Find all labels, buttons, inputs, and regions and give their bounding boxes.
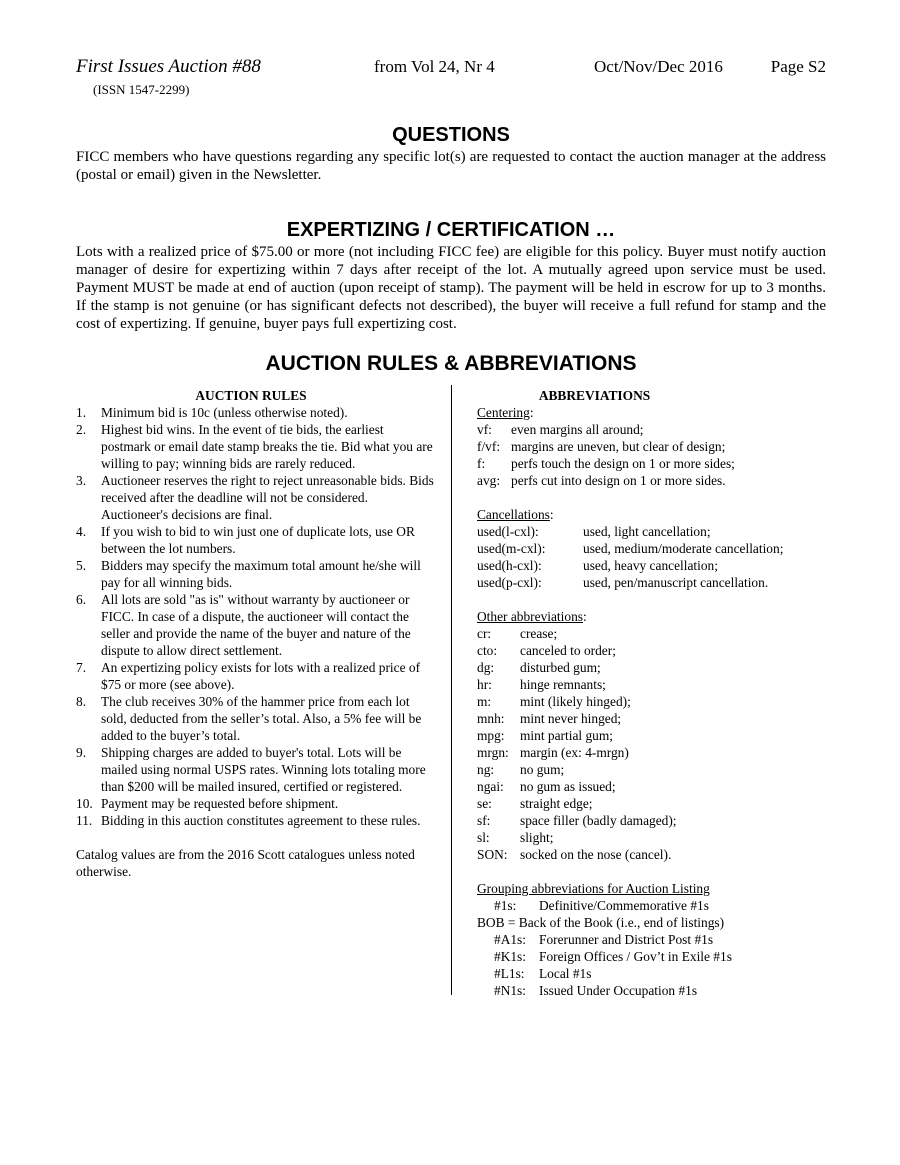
abbr-desc: straight edge; — [520, 796, 593, 811]
rule-item — [76, 523, 436, 557]
centering-colon: : — [529, 405, 534, 420]
page-header — [76, 56, 826, 82]
abbr-desc: margin (ex: 4-mrgn) — [520, 745, 629, 760]
abbr-desc: perfs touch the design on 1 or more sides; — [511, 456, 735, 471]
abbr-desc: mint (likely hinged); — [520, 694, 631, 709]
expertizing-text: Lots with a realized price of $75.00 or more (not including FICC fee) are eligible for this policy. Buyer must notify auction manager of desire for expertizing within 7 days after receipt of the lot. A mutually agreed upon service must be used. Payment MUST be made at end of auction (upon receipt of stamp). The payment will be held in escrow for up to 3 months. If the stamp is not genuine (or has significant defects not described), the buyer will receive a full refund for stamp and the cost of expertizing. If genuine, buyer pays full expertizing cost. — [76, 244, 826, 332]
rule-text: If you wish to bid to win just one of duplicate lots, use OR between the lot numbers. — [101, 524, 415, 556]
abbr-desc: used, light cancellation; — [583, 524, 711, 539]
other-colon: : — [582, 609, 587, 624]
abbr-key: used(h-cxl): — [477, 558, 542, 573]
abbr-key: sf: — [477, 813, 491, 828]
rule-text: Bidders may specify the maximum total amount he/she will pay for all winning bids. — [101, 558, 421, 590]
abbr-key: mnh: — [477, 711, 505, 726]
rule-text: Highest bid wins. In the event of tie bids, the earliest postmark or email date stamp breaks the tie. Bid what you are willing to pay; winning bids are rarely reduced. — [101, 422, 433, 471]
centering-title: Centering — [477, 405, 530, 420]
auction-rules-heading: AUCTION RULES — [195, 388, 307, 403]
abbr-row — [477, 693, 837, 710]
abbr-row — [477, 982, 837, 999]
abbr-row — [477, 540, 837, 557]
cancellations-title: Cancellations — [477, 507, 550, 522]
rule-item — [76, 693, 436, 744]
rule-number: 1. — [76, 405, 87, 420]
centering-section — [477, 404, 837, 489]
rule-number: 6. — [76, 592, 87, 607]
rule-number: 9. — [76, 745, 87, 760]
rule-text: Payment may be requested before shipment. — [101, 796, 339, 811]
questions-heading: QUESTIONS — [392, 124, 510, 146]
abbr-key: ngai: — [477, 779, 504, 794]
abbr-row — [477, 659, 837, 676]
abbr-desc: mint never hinged; — [520, 711, 622, 726]
rule-number: 11. — [76, 813, 93, 828]
rule-text: Shipping charges are added to buyer's total. Lots will be mailed using normal USPS rates. Winning lots totaling more than $200 will be mailed insured, certified or registered. — [101, 745, 426, 794]
rule-number: 2. — [76, 422, 87, 437]
abbr-row — [477, 676, 837, 693]
abbr-key: ng: — [477, 762, 495, 777]
cancellations-section — [477, 506, 837, 591]
abbr-key: f/vf: — [477, 439, 501, 454]
abbreviations-column — [477, 387, 837, 999]
abbreviations-heading: ABBREVIATIONS — [538, 388, 651, 403]
rule-text: Bidding in this auction constitutes agreement to these rules. — [101, 813, 421, 828]
abbr-desc: canceled to order; — [520, 643, 616, 658]
abbr-desc: used, medium/moderate cancellation; — [583, 541, 784, 556]
volume-info: from Vol 24, Nr 4 — [374, 57, 495, 76]
abbr-key: cr: — [477, 626, 492, 641]
rule-item — [76, 557, 436, 591]
abbr-desc: margins are uneven, but clear of design; — [511, 439, 726, 454]
abbr-key: dg: — [477, 660, 495, 675]
abbr-key: sl: — [477, 830, 490, 845]
column-divider — [451, 385, 452, 995]
abbr-key: SON: — [477, 847, 508, 862]
rule-text: An expertizing policy exists for lots with a realized price of $75 or more (see above). — [101, 660, 421, 692]
abbr-key: #A1s: — [494, 932, 526, 947]
rule-number: 8. — [76, 694, 87, 709]
abbr-key: mpg: — [477, 728, 505, 743]
rule-text: Minimum bid is 10c (unless otherwise noted). — [101, 405, 348, 420]
auction-title: First Issues Auction #88 — [76, 56, 261, 77]
abbr-key: vf: — [477, 422, 492, 437]
abbr-row — [477, 727, 837, 744]
issue-date: Oct/Nov/Dec 2016 — [594, 57, 723, 76]
abbr-desc: mint partial gum; — [520, 728, 613, 743]
abbr-row — [477, 965, 837, 982]
abbr-key: m: — [477, 694, 492, 709]
cancellations-colon: : — [549, 507, 554, 522]
rule-item — [76, 744, 436, 795]
abbr-desc: slight; — [520, 830, 554, 845]
rule-item — [76, 591, 436, 659]
centering-title-line — [477, 404, 837, 421]
abbr-row — [477, 948, 837, 965]
catalog-note: Catalog values are from the 2016 Scott catalogues unless noted otherwise. — [76, 847, 415, 879]
abbr-desc: socked on the nose (cancel). — [520, 847, 672, 862]
abbr-row — [477, 761, 837, 778]
auction-rules-column — [76, 387, 436, 880]
abbr-row — [477, 574, 837, 591]
other-title-line — [477, 608, 837, 625]
questions-text: FICC members who have questions regarding any specific lot(s) are requested to contact the auction manager at the address (postal or email) given in the Newsletter. — [76, 149, 826, 183]
rule-number: 7. — [76, 660, 87, 675]
abbr-desc: crease; — [520, 626, 558, 641]
rule-item — [76, 404, 436, 421]
rule-number: 5. — [76, 558, 87, 573]
abbr-key: used(p-cxl): — [477, 575, 542, 590]
abbr-row — [477, 455, 837, 472]
issn: (ISSN 1547-2299) — [93, 82, 190, 97]
grouping-title: Grouping abbreviations for Auction Listing — [477, 881, 710, 896]
grouping-section — [477, 880, 837, 999]
rule-item — [76, 472, 436, 523]
rule-item — [76, 659, 436, 693]
abbr-desc: Local #1s — [539, 966, 592, 981]
expertizing-heading: EXPERTIZING / CERTIFICATION … — [286, 219, 616, 241]
abbr-desc: disturbed gum; — [520, 660, 601, 675]
rule-item — [76, 812, 436, 829]
rule-number: 3. — [76, 473, 87, 488]
abbr-row — [477, 472, 837, 489]
abbr-desc: space filler (badly damaged); — [520, 813, 677, 828]
abbr-key: avg: — [477, 473, 501, 488]
abbr-desc: Definitive/Commemorative #1s — [539, 898, 709, 913]
abbr-desc: hinge remnants; — [520, 677, 606, 692]
rules-abbreviations-heading: AUCTION RULES & ABBREVIATIONS — [265, 352, 637, 375]
abbr-key: #L1s: — [494, 966, 525, 981]
grouping-title-line — [477, 880, 837, 897]
abbr-row — [477, 710, 837, 727]
rule-text: All lots are sold "as is" without warranty by auctioneer or FICC. In case of a dispute, the auctioneer will contact the seller and provide the name of the buyer and nature of the dispute to allow direct settlement. — [101, 592, 411, 658]
abbr-desc: used, heavy cancellation; — [583, 558, 718, 573]
bob-line: BOB = Back of the Book (i.e., end of listings) — [477, 915, 725, 930]
page-number: Page S2 — [770, 57, 826, 76]
rule-number: 4. — [76, 524, 87, 539]
abbr-desc: perfs cut into design on 1 or more sides. — [511, 473, 726, 488]
abbr-desc: no gum as issued; — [520, 779, 616, 794]
abbr-key: #N1s: — [494, 983, 526, 998]
cancellations-title-line — [477, 506, 837, 523]
abbr-row — [477, 846, 837, 863]
rule-text: Auctioneer reserves the right to reject unreasonable bids. Bids received after the deadline will not be considered. Auctioneer's decisions are final. — [101, 473, 434, 522]
abbr-row — [477, 557, 837, 574]
rule-number: 10. — [76, 796, 93, 811]
abbr-desc: used, pen/manuscript cancellation. — [583, 575, 769, 590]
abbr-key: #1s: — [494, 898, 517, 913]
abbr-desc: Issued Under Occupation #1s — [539, 983, 698, 998]
abbr-desc: Foreign Offices / Gov’t in Exile #1s — [539, 949, 732, 964]
abbr-row — [477, 812, 837, 829]
abbr-key: used(m-cxl): — [477, 541, 546, 556]
rule-text: The club receives 30% of the hammer price from each lot sold, deducted from the seller’s total. Also, a 5% fee will be added to the buyer’s total. — [101, 694, 422, 743]
rules-list — [76, 404, 436, 829]
rule-item — [76, 421, 436, 472]
abbr-key: se: — [477, 796, 492, 811]
abbr-key: hr: — [477, 677, 492, 692]
abbr-row — [477, 421, 837, 438]
abbr-row — [477, 931, 837, 948]
abbr-key: cto: — [477, 643, 498, 658]
abbr-key: #K1s: — [494, 949, 526, 964]
abbr-row — [477, 744, 837, 761]
other-title: Other abbreviations — [477, 609, 583, 624]
abbr-desc: even margins all around; — [511, 422, 644, 437]
abbr-row — [477, 778, 837, 795]
abbr-row — [477, 642, 837, 659]
rule-item — [76, 795, 436, 812]
abbr-row — [477, 523, 837, 540]
other-abbreviations-section — [477, 608, 837, 863]
abbr-row — [477, 438, 837, 455]
abbr-desc: no gum; — [520, 762, 565, 777]
abbr-key: mrgn: — [477, 745, 509, 760]
abbr-key: used(l-cxl): — [477, 524, 539, 539]
abbr-row — [477, 897, 837, 914]
abbr-desc: Forerunner and District Post #1s — [539, 932, 714, 947]
abbr-row — [477, 795, 837, 812]
abbr-key: f: — [477, 456, 486, 471]
abbr-row — [477, 625, 837, 642]
abbr-row — [477, 829, 837, 846]
